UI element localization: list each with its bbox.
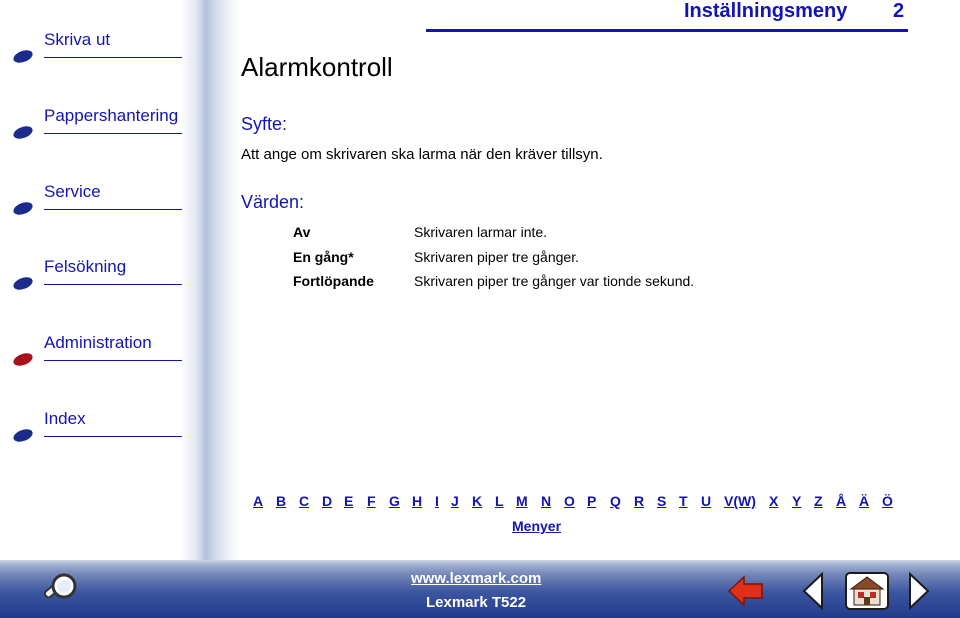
magnifier-icon[interactable] bbox=[38, 570, 86, 612]
value-name: Fortlöpande bbox=[293, 273, 374, 289]
value-description: Skrivaren piper tre gånger var tionde sekund. bbox=[414, 273, 695, 289]
bullet-icon bbox=[12, 50, 34, 63]
section-title: Inställningsmeny bbox=[684, 0, 848, 22]
sidebar-item-label: Felsökning bbox=[44, 257, 127, 276]
sidebar bbox=[0, 0, 240, 560]
divider bbox=[44, 360, 182, 361]
alpha-link-vw[interactable]: V(W) bbox=[724, 493, 756, 509]
alpha-link-z[interactable]: Z bbox=[814, 493, 823, 509]
alpha-link-a[interactable]: A bbox=[253, 493, 264, 509]
page-number: 2 bbox=[893, 0, 905, 22]
alpha-link-i[interactable]: I bbox=[435, 493, 439, 509]
header-rule bbox=[426, 29, 908, 32]
sidebar-item-label: Skriva ut bbox=[44, 30, 111, 49]
alpha-link-auml[interactable]: Ä bbox=[859, 493, 870, 509]
value-name: En gång* bbox=[293, 249, 354, 265]
sidebar-item-service[interactable] bbox=[10, 182, 182, 216]
sidebar-item-label: Service bbox=[44, 182, 101, 201]
value-description: Skrivaren larmar inte. bbox=[414, 224, 548, 240]
divider bbox=[44, 57, 182, 58]
bullet-icon bbox=[12, 126, 34, 139]
next-page-icon[interactable] bbox=[908, 572, 930, 610]
sidebar-item-felsokning[interactable] bbox=[10, 257, 182, 291]
page-title: Alarmkontroll bbox=[241, 52, 393, 82]
alpha-link-t[interactable]: T bbox=[679, 493, 688, 509]
alpha-link-c[interactable]: C bbox=[299, 493, 310, 509]
alpha-link-s[interactable]: S bbox=[657, 493, 667, 509]
home-icon[interactable] bbox=[843, 570, 891, 612]
bullet-icon bbox=[12, 202, 34, 215]
product-name: Lexmark T522 bbox=[426, 594, 527, 611]
sidebar-item-administration[interactable] bbox=[10, 333, 182, 367]
divider bbox=[44, 209, 182, 210]
value-description: Skrivaren piper tre gånger. bbox=[414, 249, 579, 265]
alpha-link-x[interactable]: X bbox=[769, 493, 779, 509]
sidebar-item-label: Administration bbox=[44, 333, 152, 352]
menus-link[interactable]: Menyer bbox=[512, 518, 562, 534]
bullet-icon bbox=[12, 429, 34, 442]
value-name: Av bbox=[293, 224, 311, 240]
alpha-link-d[interactable]: D bbox=[322, 493, 333, 509]
sidebar-item-label: Pappershantering bbox=[44, 106, 179, 125]
values-heading: Värden: bbox=[241, 192, 305, 212]
alpha-link-aring[interactable]: Å bbox=[836, 493, 847, 509]
website-link[interactable]: www.lexmark.com bbox=[411, 570, 542, 587]
alpha-link-g[interactable]: G bbox=[389, 493, 400, 509]
divider bbox=[44, 133, 182, 134]
alpha-link-e[interactable]: E bbox=[344, 493, 354, 509]
alpha-link-n[interactable]: N bbox=[541, 493, 552, 509]
back-arrow-icon[interactable] bbox=[727, 574, 765, 608]
footer-bar bbox=[0, 560, 960, 618]
alpha-link-k[interactable]: K bbox=[472, 493, 483, 509]
alpha-link-b[interactable]: B bbox=[276, 493, 287, 509]
alpha-link-o[interactable]: O bbox=[564, 493, 575, 509]
alpha-link-h[interactable]: H bbox=[412, 493, 423, 509]
purpose-heading: Syfte: bbox=[241, 114, 288, 134]
purpose-text: Att ange om skrivaren ska larma när den kräver tillsyn. bbox=[241, 146, 603, 163]
bullet-icon-active bbox=[12, 353, 34, 366]
alpha-link-j[interactable]: J bbox=[451, 493, 459, 509]
divider bbox=[44, 436, 182, 437]
bullet-icon bbox=[12, 277, 34, 290]
alpha-link-u[interactable]: U bbox=[701, 493, 712, 509]
sidebar-item-label: Index bbox=[44, 409, 86, 428]
alpha-link-y[interactable]: Y bbox=[792, 493, 802, 509]
sidebar-item-skriva-ut[interactable] bbox=[10, 30, 182, 64]
sidebar-item-pappershantering[interactable] bbox=[10, 106, 182, 140]
divider bbox=[44, 284, 182, 285]
alpha-link-r[interactable]: R bbox=[634, 493, 645, 509]
alpha-link-p[interactable]: P bbox=[587, 493, 597, 509]
alpha-link-l[interactable]: L bbox=[495, 493, 504, 509]
sidebar-item-index[interactable] bbox=[10, 409, 182, 443]
alpha-link-m[interactable]: M bbox=[516, 493, 528, 509]
alpha-link-ouml[interactable]: Ö bbox=[882, 493, 893, 509]
previous-page-icon[interactable] bbox=[802, 572, 824, 610]
alpha-link-f[interactable]: F bbox=[367, 493, 376, 509]
alpha-link-q[interactable]: Q bbox=[610, 493, 621, 509]
